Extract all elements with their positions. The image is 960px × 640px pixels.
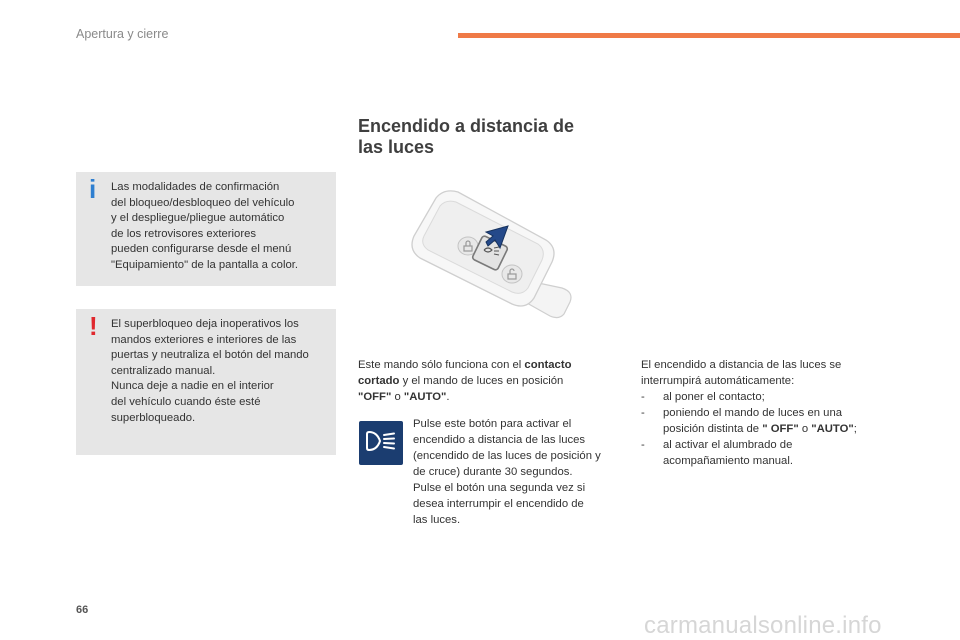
off-label: "OFF" — [358, 391, 392, 403]
info-line: de los retrovisores exteriores — [111, 227, 257, 240]
conditions-intro: El encendido a distancia de las luces se — [641, 359, 842, 371]
button-line: Pulse este botón para activar el — [413, 418, 572, 430]
info-box-text — [111, 180, 333, 274]
auto-label: "AUTO" — [811, 423, 854, 435]
description-text: Este mando sólo funciona con el — [358, 359, 525, 371]
list-item — [641, 389, 883, 405]
button-line: las luces. — [413, 514, 461, 526]
info-line: Las modalidades de confirmación — [111, 181, 280, 193]
info-line: "Equipamiento" de la pantalla a color. — [111, 258, 299, 271]
info-line: del bloqueo/desbloqueo del vehículo — [111, 196, 295, 209]
list-item — [641, 437, 883, 453]
info-icon: i — [89, 174, 97, 204]
list-dash: - — [641, 439, 645, 451]
description-text: o — [391, 391, 404, 403]
button-line: de cruce) durante 30 segundos. — [413, 466, 573, 478]
button-line: encendido a distancia de las luces — [413, 434, 586, 446]
list-item-text: ; — [853, 423, 857, 435]
button-description — [413, 416, 623, 528]
remote-key-fob-icon — [396, 180, 586, 320]
off-label: " OFF" — [762, 423, 799, 435]
list-item — [641, 405, 883, 421]
warning-box — [76, 309, 336, 455]
info-line: y el despliegue/pliegue automático — [111, 212, 285, 225]
warning-line: El superbloqueo deja inoperativos los — [111, 318, 299, 330]
list-dash: - — [641, 407, 645, 419]
automatic-stop-conditions — [641, 357, 883, 469]
button-line: (encendido de las luces de posición y — [413, 450, 601, 462]
info-box — [76, 172, 336, 286]
list-item-text: al poner el contacto; — [663, 391, 765, 403]
list-item-text: poniendo el mando de luces en una — [663, 407, 843, 419]
warning-line: puertas y neutraliza el botón del mando — [111, 349, 309, 362]
auto-label: "AUTO" — [403, 391, 447, 403]
description-bold: contacto — [524, 359, 572, 371]
warning-line: mandos exteriores e interiores de las — [111, 333, 297, 346]
watermark: carmanualsonline.info — [644, 612, 882, 639]
header-accent-bar — [458, 33, 960, 38]
warning-line: Nunca deje a nadie en el interior — [111, 380, 274, 393]
list-item-continuation — [641, 421, 883, 437]
list-item-text: posición distinta de — [663, 423, 763, 435]
info-line: pueden configurarse desde el menú — [111, 243, 292, 256]
warning-box-text — [111, 317, 333, 426]
list-dash: - — [641, 391, 645, 403]
page-number: 66 — [76, 604, 89, 616]
page-title — [358, 116, 638, 158]
conditions-intro: interrumpirá automáticamente: — [641, 375, 795, 387]
section-title: Apertura y cierre — [76, 27, 169, 41]
title-line: Encendido a distancia de — [358, 116, 575, 136]
description-text: . — [446, 391, 450, 403]
list-item-text: al activar el alumbrado de — [663, 439, 793, 451]
description-bold: cortado — [358, 375, 400, 387]
button-line: Pulse el botón una segunda vez si — [413, 482, 586, 494]
headlight-button-icon — [359, 421, 403, 465]
description-text: y el mando de luces en posición — [399, 375, 564, 387]
title-line: las luces — [358, 137, 435, 157]
button-line: desea interrumpir el encendido de — [413, 498, 584, 510]
warning-line: superbloqueado. — [111, 411, 196, 424]
function-description — [358, 357, 618, 405]
warning-line: del vehículo cuando éste esté — [111, 395, 261, 408]
warning-icon: ! — [89, 311, 98, 341]
list-item-text: o — [798, 423, 812, 435]
list-item-continuation: acompañamiento manual. — [663, 455, 793, 467]
warning-line: centralizado manual. — [111, 364, 216, 377]
